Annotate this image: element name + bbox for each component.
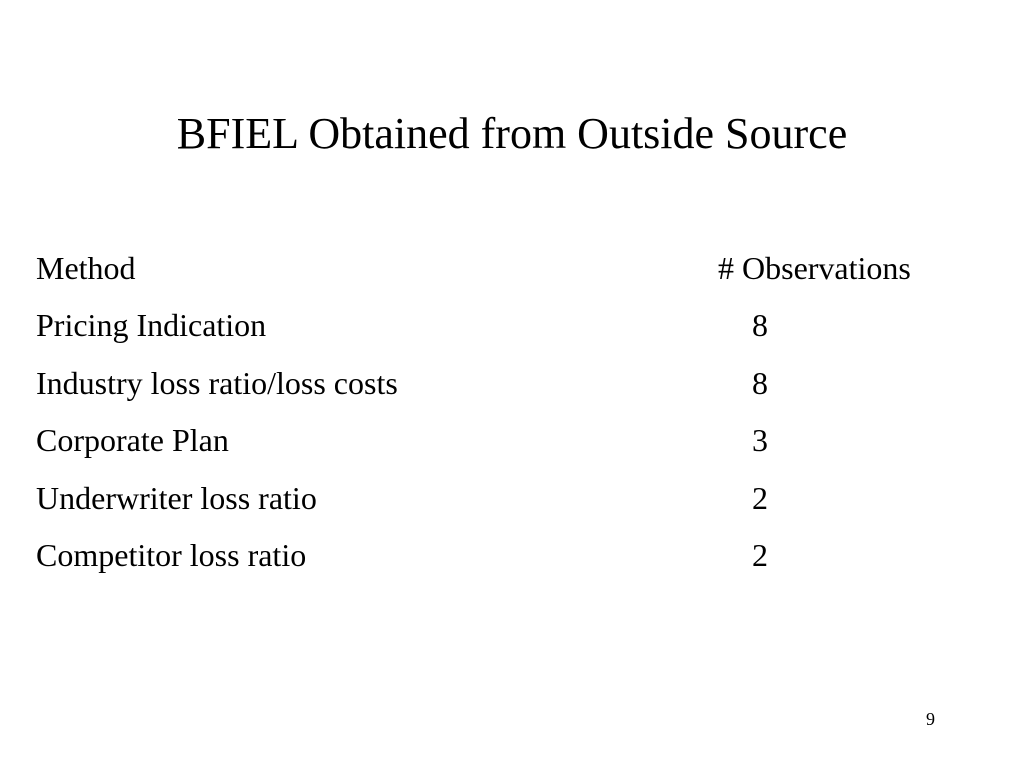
table-row [36, 478, 976, 535]
slide-title: BFIEL Obtained from Outside Source [176, 109, 848, 158]
observations-cell: 3 [752, 422, 768, 459]
method-cell: Competitor loss ratio [36, 536, 307, 573]
observations-cell: 8 [752, 364, 768, 401]
observations-cell: 2 [752, 479, 768, 516]
table-header-row [36, 248, 976, 305]
method-cell: Pricing Indication [36, 307, 267, 344]
observations-cell: 2 [752, 536, 768, 573]
table-row [36, 535, 976, 592]
method-cell: Industry loss ratio/loss costs [36, 364, 398, 401]
table-row [36, 305, 976, 362]
table-row [36, 420, 976, 477]
observations-table [36, 248, 976, 592]
method-cell: Corporate Plan [36, 422, 229, 459]
method-column-header: Method [36, 250, 136, 286]
observations-column-header: # Observations [718, 250, 911, 286]
method-cell: Underwriter loss ratio [36, 479, 317, 516]
observations-cell: 8 [752, 307, 768, 344]
page-number: 9 [926, 709, 935, 729]
table-row [36, 363, 976, 420]
